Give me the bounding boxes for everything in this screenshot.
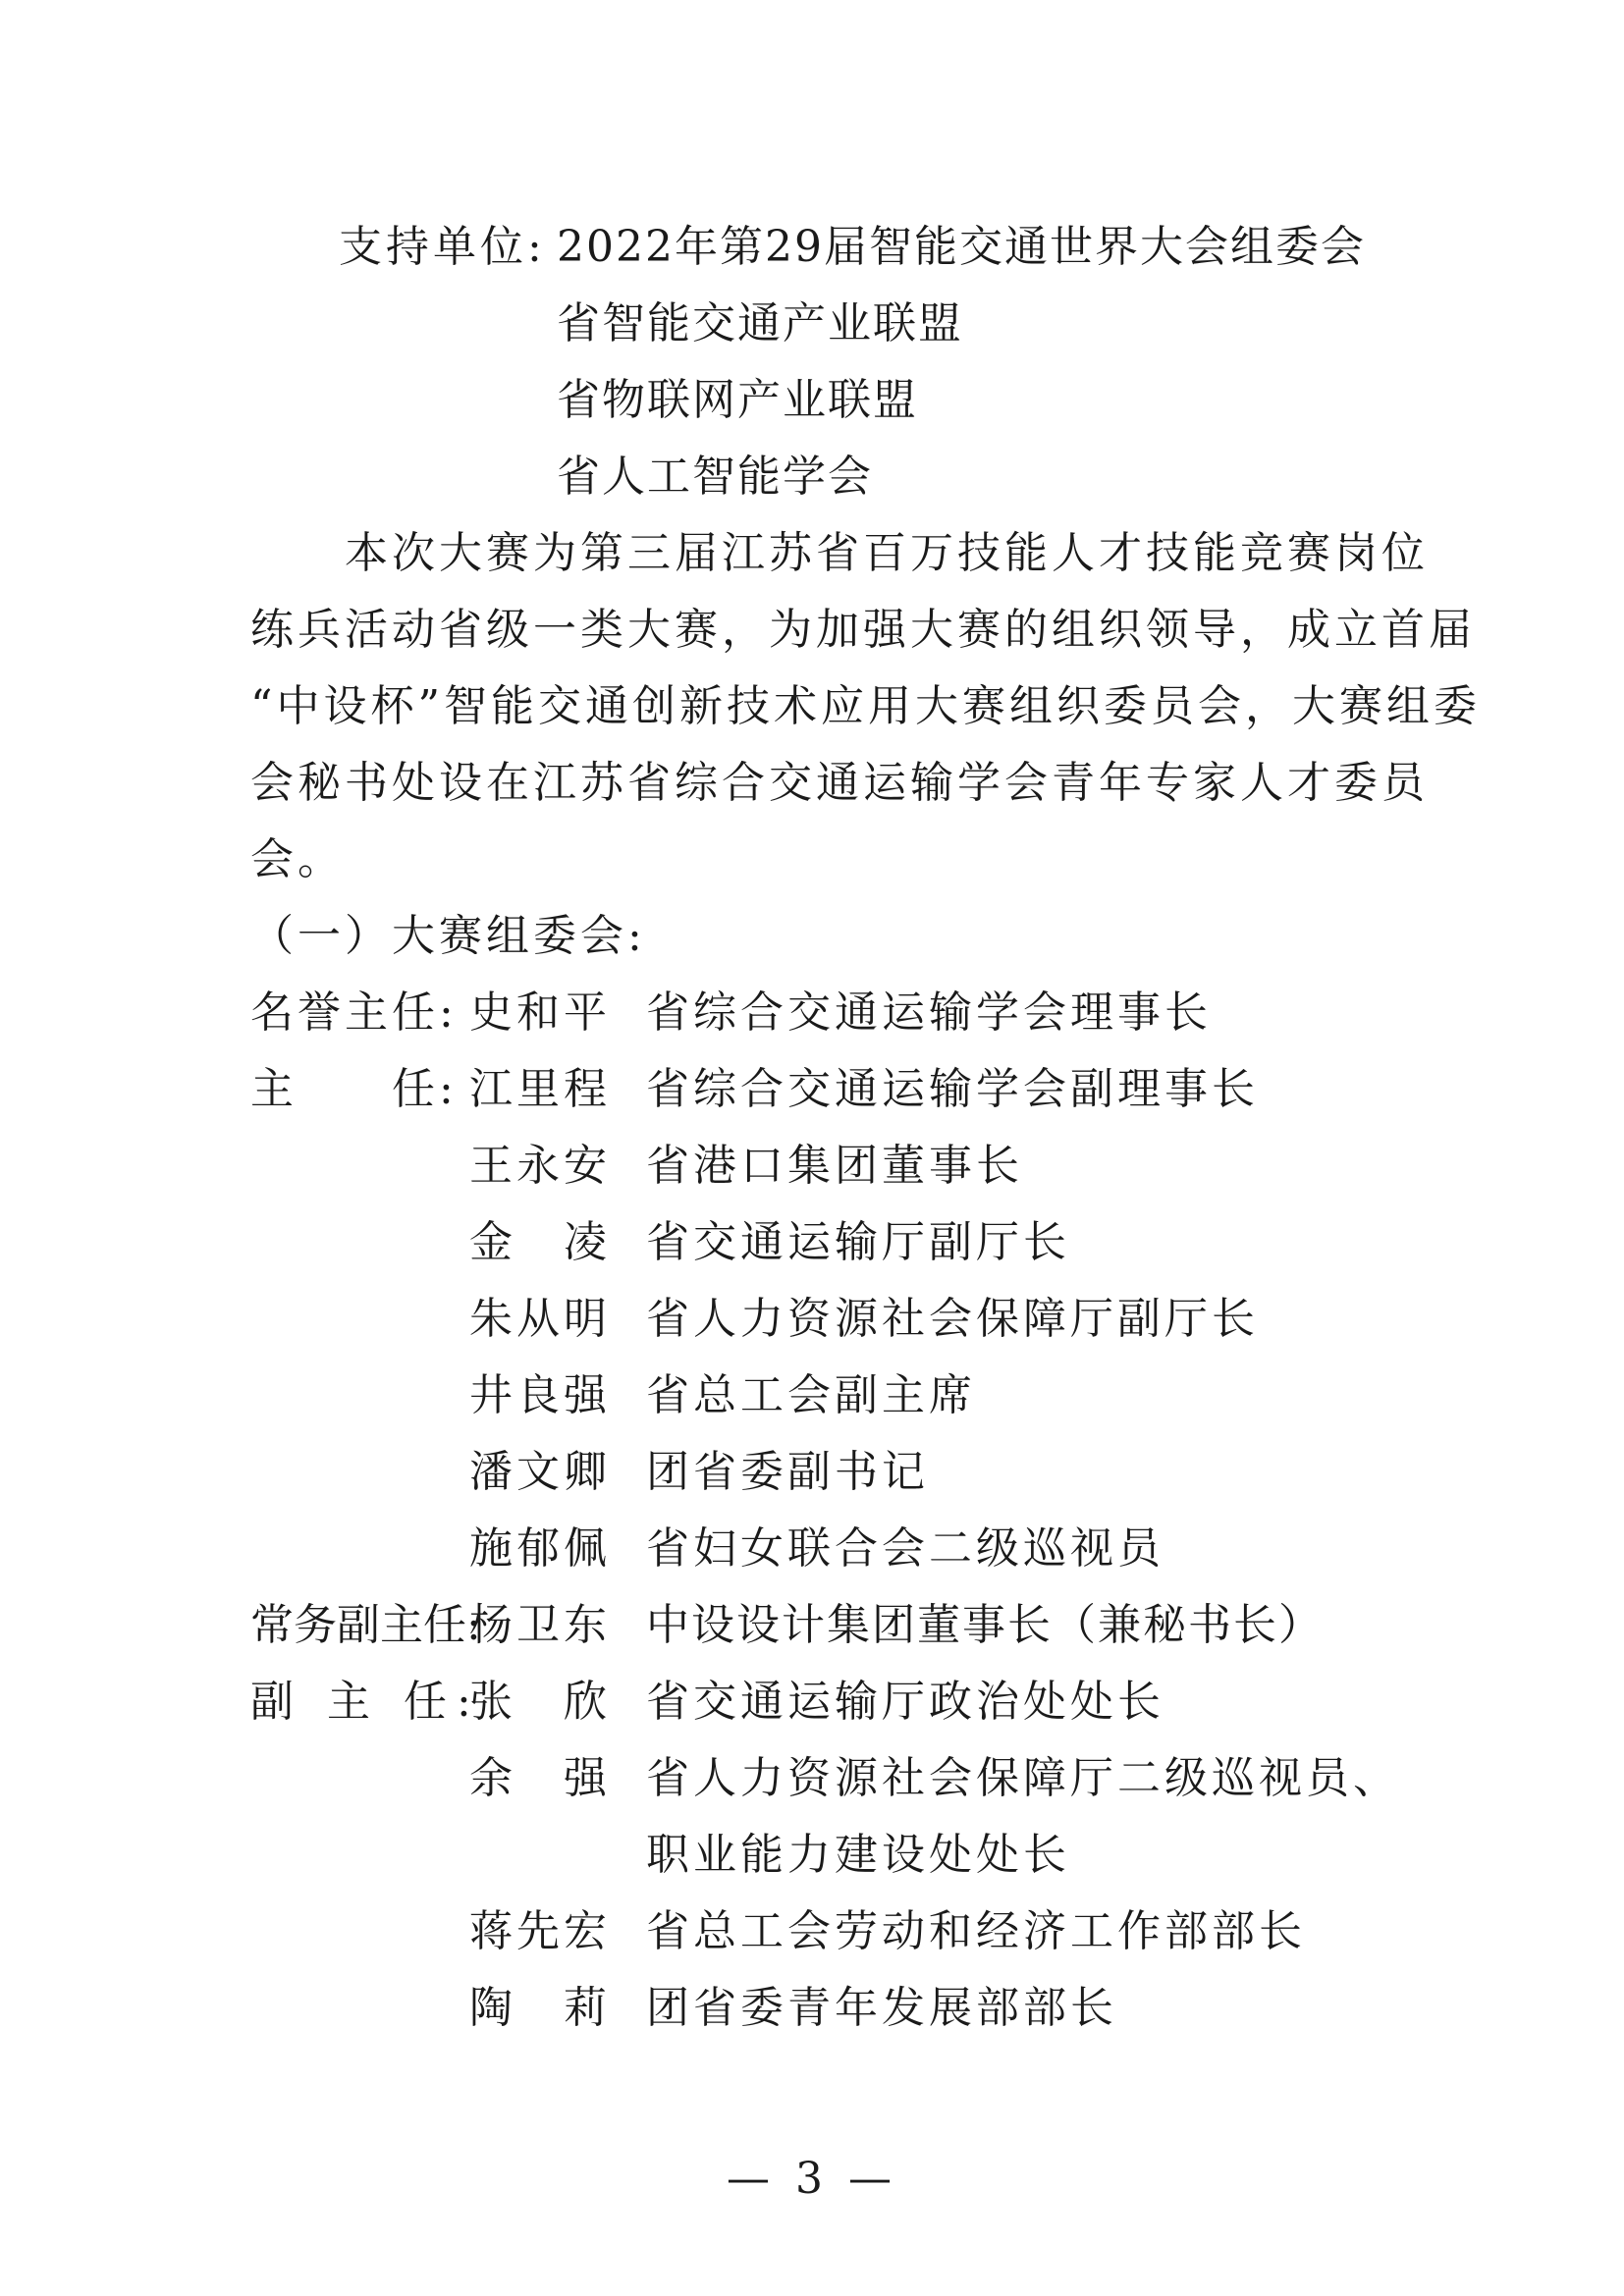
support-unit-2: 省智能交通产业联盟 — [557, 298, 963, 348]
support-unit-4: 省人工智能学会 — [557, 452, 873, 502]
committee-role: 名誉主任: — [250, 988, 458, 1038]
paragraph-line-3: “中设杯”智能交通创新技术应用大赛组织委员会，大赛组委 — [250, 681, 1481, 731]
committee-name: 潘文卿 — [469, 1447, 611, 1497]
paragraph-line-4: 会秘书处设在江苏省综合交通运输学会青年专家人才委员 — [250, 758, 1429, 808]
committee-name: 井良强 — [469, 1370, 611, 1420]
committee-name: 王永安 — [469, 1141, 611, 1191]
committee-name: 张 欣 — [469, 1677, 611, 1727]
paragraph-line-5: 会。 — [250, 834, 345, 884]
support-unit-3: 省物联网产业联盟 — [557, 375, 918, 425]
committee-title: 团省委副书记 — [646, 1447, 929, 1497]
committee-name: 杨卫东 — [469, 1600, 611, 1650]
committee-title: 省人力资源社会保障厅二级巡视员、 — [646, 1753, 1400, 1803]
committee-role: 主 任: — [250, 1064, 458, 1114]
committee-name: 江里程 — [469, 1064, 611, 1114]
page-number: — 3 — — [727, 2154, 897, 2204]
support-unit-1: 2022年第29届智能交通世界大会组委会 — [557, 222, 1366, 272]
committee-role: 常务副主任: — [250, 1600, 481, 1650]
committee-title: 省综合交通运输学会理事长 — [646, 988, 1212, 1038]
committee-title: 省交通运输厅政治处处长 — [646, 1677, 1164, 1727]
committee-title: 职业能力建设处处长 — [646, 1830, 1070, 1880]
committee-name: 陶 莉 — [469, 1983, 611, 2033]
committee-title: 省人力资源社会保障厅副厅长 — [646, 1294, 1259, 1344]
committee-role: 副 主 任: — [250, 1677, 481, 1727]
committee-title: 省总工会劳动和经济工作部部长 — [646, 1906, 1306, 1956]
support-label: 支持单位: — [339, 222, 546, 272]
committee-name: 朱从明 — [469, 1294, 611, 1344]
committee-name: 余 强 — [469, 1753, 611, 1803]
committee-name: 史和平 — [469, 988, 611, 1038]
committee-title: 省妇女联合会二级巡视员 — [646, 1523, 1164, 1574]
committee-title: 省综合交通运输学会副理事长 — [646, 1064, 1259, 1114]
committee-title: 省交通运输厅副厅长 — [646, 1217, 1070, 1267]
committee-name: 蒋先宏 — [469, 1906, 611, 1956]
committee-name: 施郁佩 — [469, 1523, 611, 1574]
paragraph-line-2: 练兵活动省级一类大赛，为加强大赛的组织领导，成立首届 — [250, 605, 1476, 655]
committee-name: 金 凌 — [469, 1217, 611, 1267]
committee-title: 省港口集团董事长 — [646, 1141, 1023, 1191]
section-heading: （一）大赛组委会: — [250, 911, 646, 961]
committee-title: 团省委青年发展部部长 — [646, 1983, 1117, 2033]
paragraph-line-1: 本次大赛为第三届江苏省百万技能人才技能竞赛岗位 — [250, 528, 1429, 578]
committee-title: 中设设计集团董事长（兼秘书长） — [646, 1600, 1324, 1650]
committee-title: 省总工会副主席 — [646, 1370, 976, 1420]
